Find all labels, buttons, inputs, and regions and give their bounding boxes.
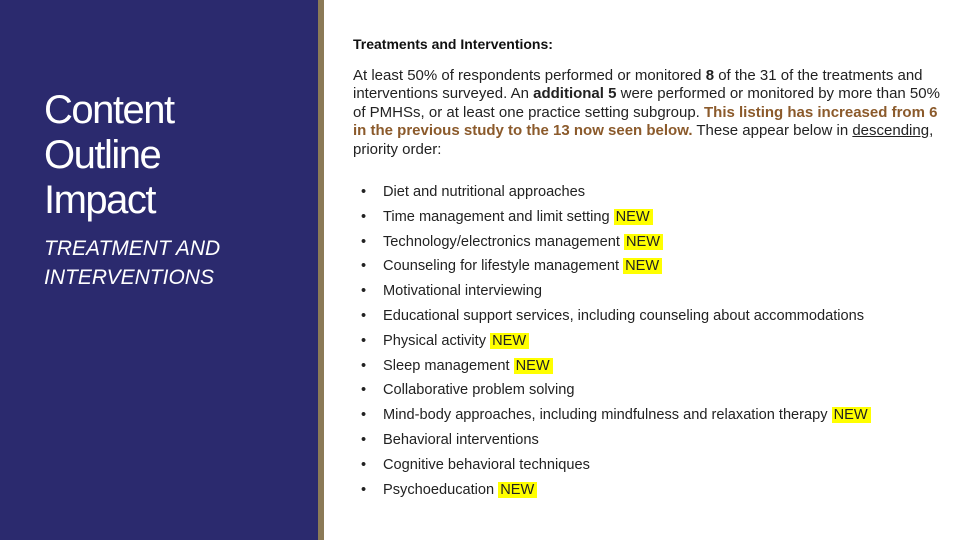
bullet-icon: •	[361, 357, 367, 374]
bullet-icon: •	[361, 407, 367, 424]
list-item	[361, 205, 951, 230]
new-badge: NEW	[614, 209, 653, 225]
bullet-icon: •	[361, 332, 367, 349]
intro-text: were performed or monitored by more than 50% of PMHSs, or at least one practice setting subgroup.	[353, 85, 940, 121]
item-text: Motivational interviewing	[383, 283, 542, 300]
list-item	[361, 304, 951, 329]
intro-text: of the 31 of the treatments and interventions surveyed. An	[353, 67, 923, 103]
new-badge: NEW	[623, 258, 662, 274]
bullet-icon: •	[361, 456, 367, 473]
title-line: Impact	[44, 178, 156, 222]
intro-text: At least 50% of respondents performed or monitored	[353, 67, 706, 84]
intro-paragraph	[353, 67, 953, 159]
bullet-icon: •	[361, 307, 367, 324]
list-item	[361, 279, 951, 304]
bullet-icon: •	[361, 233, 367, 250]
treatment-list	[361, 180, 951, 502]
item-text: Educational support services, including counseling about accommodations	[383, 307, 865, 324]
item-text: Behavioral interventions	[383, 431, 539, 448]
list-item	[361, 230, 951, 255]
item-text: Technology/electronics management	[383, 233, 624, 250]
item-text: Time management and limit setting	[383, 208, 614, 225]
list-item	[361, 403, 951, 428]
intro-highlight: This listing has increased from 6 in the previous study to the 13 now seen below.	[353, 103, 938, 140]
bullet-icon: •	[361, 208, 367, 225]
list-item	[361, 453, 951, 478]
item-text: Cognitive behavioral techniques	[383, 456, 590, 473]
section-heading: Treatments and Interventions:	[353, 36, 553, 52]
intro-emphasis: additional 5	[533, 85, 617, 103]
item-text: Mind-body approaches, including mindfulness and relaxation therapy	[383, 407, 832, 424]
bullet-icon: •	[361, 382, 367, 399]
slide-title	[44, 88, 304, 223]
subtitle-line: TREATMENT AND	[44, 237, 221, 260]
bullet-icon: •	[361, 481, 367, 498]
slide-subtitle	[44, 234, 314, 292]
intro-emphasis: 8	[705, 67, 715, 84]
list-item	[361, 478, 951, 503]
title-line: Content	[44, 88, 174, 132]
intro-text: , priority order:	[353, 122, 934, 158]
bullet-icon: •	[361, 184, 367, 200]
list-item	[361, 254, 951, 279]
vertical-divider	[318, 0, 324, 540]
list-item	[361, 354, 951, 379]
sidebar-panel	[0, 0, 318, 540]
new-badge: NEW	[498, 482, 537, 498]
list-item	[361, 329, 951, 354]
new-badge: NEW	[514, 358, 553, 374]
list-item	[361, 378, 951, 403]
item-text: Physical activity	[383, 332, 491, 349]
new-badge: NEW	[490, 333, 529, 349]
subtitle-line: INTERVENTIONS	[44, 266, 214, 289]
list-item	[361, 180, 951, 205]
bullet-icon: •	[361, 283, 367, 300]
title-line: Outline	[44, 133, 161, 177]
new-badge: NEW	[832, 407, 871, 423]
bullet-icon: •	[361, 431, 367, 448]
bullet-icon: •	[361, 258, 367, 275]
list-item	[361, 428, 951, 453]
item-text: Sleep management	[383, 357, 514, 374]
item-text: Diet and nutritional approaches	[383, 184, 586, 200]
item-text: Psychoeducation	[383, 481, 499, 498]
intro-underline: descending	[852, 122, 930, 140]
new-badge: NEW	[624, 234, 663, 250]
item-text: Counseling for lifestyle management	[383, 258, 624, 275]
item-text: Collaborative problem solving	[383, 382, 575, 399]
intro-text: These appear below in	[692, 122, 853, 140]
